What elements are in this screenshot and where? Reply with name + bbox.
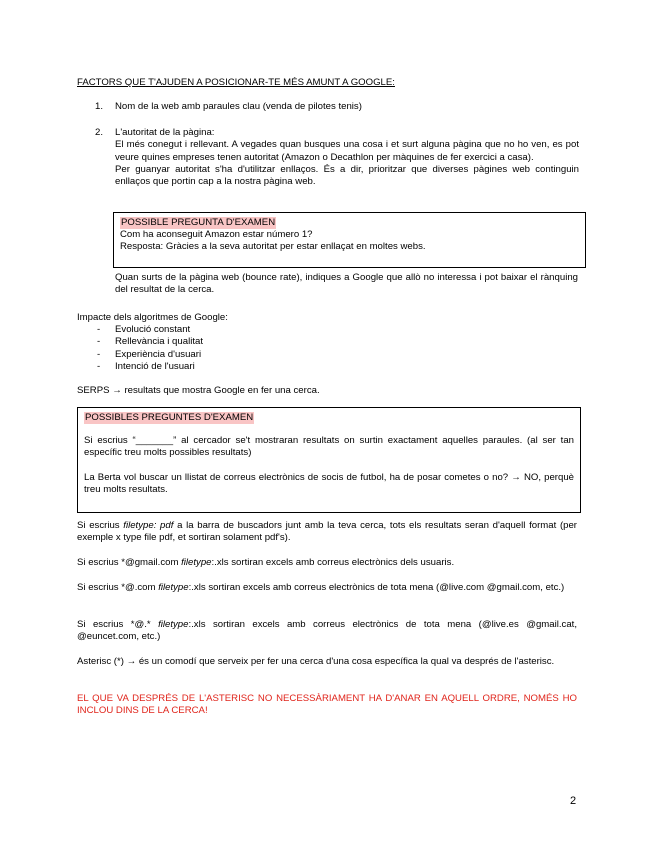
filetype-paragraph-2: Si escrius *@gmail.com filetype:.xls sortiran excels amb correus electrònics dels usuaris. — [77, 557, 455, 568]
exam-answer: Resposta: Gràcies a la seva autoritat per estar enllaçat en moltes webs. — [120, 241, 426, 253]
list-number: 2. — [95, 127, 104, 139]
filetype-paragraph-1: Si escrius filetype: pdf a la barra de buscadors junt amb la teva cerca, tots els resultats seran d'aquell format (per exemple x type file pdf, et sortiran solament pdf's). — [77, 520, 578, 544]
bullet-dash: - — [97, 324, 101, 336]
bounce-rate-paragraph: Quan surts de la pàgina web (bounce rate), indiques a Google que allò no interessa i pot baixar el rànquing del resultat de la cerca. — [115, 272, 578, 296]
list-item — [95, 101, 579, 113]
exam-box-title: POSSIBLE PREGUNTA D'EXAMEN — [121, 217, 276, 228]
section-heading: FACTORS QUE T'AJUDEN A POSICIONAR-TE MÉS AMUNT A GOOGLE: — [77, 77, 395, 88]
exam-question: Com ha aconseguit Amazon estar número 1? — [120, 229, 313, 241]
bullet-item: - Rellevància i qualitat — [97, 336, 203, 348]
bullet-item: - Intenció de l'usuari — [97, 360, 195, 372]
exam-question-box — [113, 212, 586, 268]
filetype-paragraph-4: Si escrius *@.* filetype:.xls sortiran excels amb correus electrònics de tota mena (@live.es @gmail.cat, @euncet.com, etc.) — [77, 619, 577, 643]
bullet-dash: - — [97, 348, 101, 360]
list-number: 1. — [95, 101, 104, 112]
bullet-item: - Experiència d'usuari — [97, 348, 202, 360]
exam-box-title: POSSIBLES PREGUNTES D'EXAMEN — [85, 412, 254, 423]
exam-question-2: La Berta vol buscar un llistat de correus electrònics de socis de futbol, ha de posar cometes o no? → NO, perquè treu molts resultats. — [84, 471, 574, 495]
bullet-dash: - — [97, 360, 101, 372]
exam-question-1: Si escrius “_______” al cercador se't mostraran resultats on surtin exactament aquelles paraules. (al ser tan específic treu molts possibles resultats) — [84, 435, 574, 459]
list-item-paragraph: El més conegut i rellevant. A vegades quan busques una cosa i et surt alguna pàgina que no ho ven, es pot veure quines empreses tenen autoritat (Amazon o Decathlon per màquines de fer exercici a casa). — [115, 139, 579, 163]
filetype-paragraph-3: Si escrius *@.com filetype:.xls sortiran excels amb correus electrònics de tota mena (@live.com @gmail.com, etc.) — [77, 582, 565, 593]
list-item — [95, 127, 579, 188]
ordered-list — [95, 101, 579, 202]
list-item-title: L'autoritat de la pàgina: — [115, 127, 215, 139]
page-number: 2 — [570, 795, 577, 807]
bullet-item: - Evolució constant — [97, 324, 191, 336]
warning-paragraph: EL QUE VA DESPRÉS DE L'ASTERISC NO NECESSÀRIAMENT HA D'ANAR EN AQUELL ORDRE, NOMÉS HO INCLOU DINS DE LA CERCA! — [77, 693, 577, 717]
list-item-paragraph: Per guanyar autoritat s'ha d'utilitzar enllaços. És a dir, prioritzar que diverses pàgines web continguin enllaços que portin cap a la nostra pàgina web. — [115, 163, 579, 188]
impact-bullet-list — [95, 324, 377, 373]
serps-paragraph: SERPS → resultats que mostra Google en fer una cerca. — [77, 385, 320, 396]
bullet-dash: - — [97, 336, 101, 348]
asterisc-paragraph: Asterisc (*) → és un comodí que serveix per fer una cerca d'una cosa específica la qual va després de l'asterisc. — [77, 656, 555, 667]
impact-section — [77, 312, 377, 373]
fill-in-blank: _______ — [135, 435, 174, 447]
impact-title: Impacte dels algoritmes de Google: — [77, 312, 228, 323]
exam-questions-box — [77, 407, 581, 513]
list-item-title: Nom de la web amb paraules clau (venda de pilotes tenis) — [115, 101, 362, 112]
